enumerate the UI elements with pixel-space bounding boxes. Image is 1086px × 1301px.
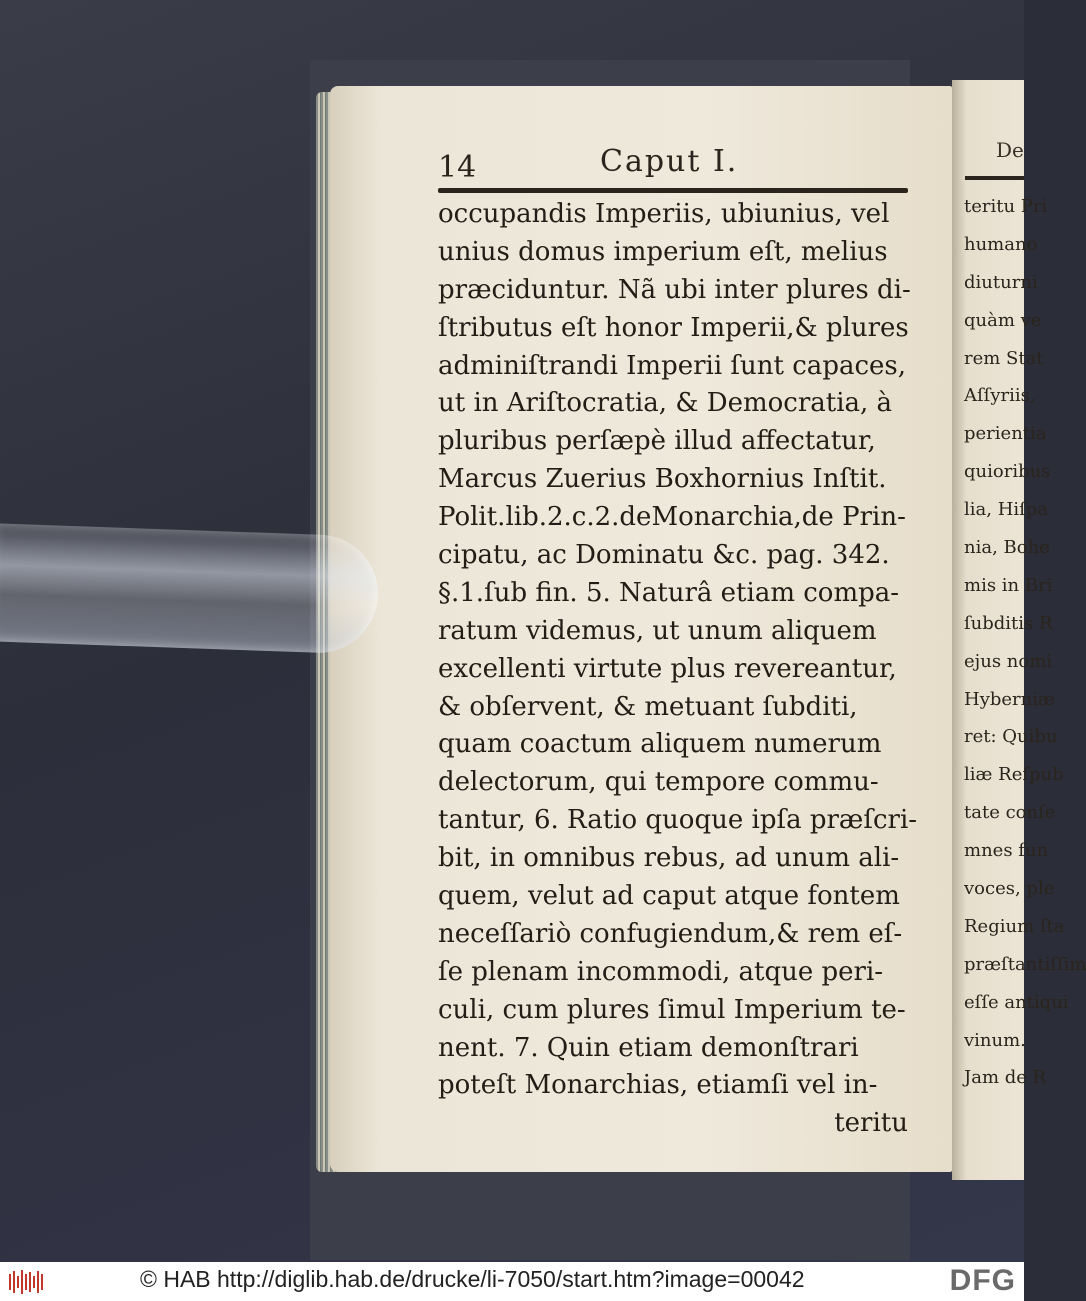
facing-text-line: quioribus bbox=[964, 461, 1051, 483]
running-head: Caput I. bbox=[600, 144, 739, 179]
text-line: pluribus perſæpè illud affectatur, bbox=[438, 426, 876, 457]
text-line: tantur, 6. Ratio quoque ipſa præſcri- bbox=[438, 805, 918, 836]
text-line: ſtributus eſt honor Imperii,& plures bbox=[438, 312, 909, 343]
facing-text-line: diuturni bbox=[964, 271, 1038, 293]
facing-text-line: vinum. bbox=[964, 1029, 1026, 1051]
head-rule bbox=[438, 188, 908, 193]
facing-text-line: mnes fun bbox=[964, 840, 1049, 862]
text-line: §.1.ſub fin. 5. Naturâ etiam compa- bbox=[438, 577, 900, 608]
facing-text-line: perientia bbox=[964, 423, 1047, 445]
facing-text-line: Regium ſta bbox=[964, 915, 1065, 937]
text-line: unius domus imperium eſt, melius bbox=[438, 236, 888, 267]
text-line: delectorum, qui tempore commu- bbox=[438, 767, 879, 798]
catchword: teritu bbox=[834, 1108, 908, 1139]
text-line: bit, in omnibus rebus, ad unum ali- bbox=[438, 843, 900, 874]
text-line: quem, velut ad caput atque fontem bbox=[438, 881, 900, 912]
text-line: excellenti virtute plus revereantur, bbox=[438, 653, 897, 684]
text-line: ſe plenam incommodi, atque peri- bbox=[438, 956, 884, 987]
facing-text-block bbox=[964, 188, 1086, 1097]
text-line: Polit.lib.2.c.2.deMonarchia,de Prin- bbox=[438, 502, 906, 533]
facing-text-line: præſtantiſſim bbox=[964, 953, 1086, 975]
footer-credit: © HAB http://diglib.hab.de/drucke/li-7050/start.htm?image=00042 bbox=[140, 1266, 805, 1292]
text-line: cipatu, ac Dominatu &c. pag. 342. bbox=[438, 540, 890, 571]
dfg-logo: DFG bbox=[949, 1264, 1016, 1297]
facing-text-line: mis in Bri bbox=[964, 574, 1053, 596]
footer-bar bbox=[0, 1262, 1024, 1301]
text-line: adminiſtrandi Imperii ſunt capaces, bbox=[438, 350, 907, 381]
text-line: ratum videmus, ut unum aliquem bbox=[438, 615, 877, 646]
facing-text-line: ret: Quibu bbox=[964, 726, 1058, 748]
facing-text-line: tate conſe bbox=[964, 802, 1056, 824]
text-line: nent. 7. Quin etiam demonſtrari bbox=[438, 1032, 859, 1063]
facing-text-line: rem Stat bbox=[964, 347, 1044, 369]
text-line: neceſſariò confugiendum,& rem eſ- bbox=[438, 918, 903, 949]
text-line: & obſervent, & metuant ſubditi, bbox=[438, 691, 858, 722]
text-line: quam coactum aliquem numerum bbox=[438, 729, 882, 760]
facing-running-head: De bbox=[996, 138, 1024, 162]
glass-page-weight bbox=[0, 523, 380, 654]
text-line: Marcus Zuerius Boxhornius Inſtit. bbox=[438, 464, 887, 495]
facing-text-line: lia, Hiſpa bbox=[964, 499, 1049, 521]
hab-logo-icon bbox=[8, 1268, 48, 1296]
facing-text-line: quàm ve bbox=[964, 309, 1042, 331]
facing-text-line: humano bbox=[964, 233, 1038, 255]
text-line: occupandis Imperiis, ubiunius, vel bbox=[438, 199, 890, 229]
text-line: præciduntur. Nã ubi inter plures di- bbox=[438, 274, 911, 305]
text-line: poteſt Monarchias, etiamſi vel in- bbox=[438, 1070, 878, 1101]
facing-text-line: eſſe antiqui bbox=[964, 991, 1069, 1013]
facing-text-line: ejus nomi bbox=[964, 650, 1053, 672]
facing-text-line: teritu Pri bbox=[964, 196, 1048, 217]
facing-text-line: liæ Reſpub bbox=[964, 764, 1064, 786]
facing-text-line: Aſſyriis, bbox=[964, 385, 1036, 407]
facing-text-line: Jam de R bbox=[964, 1067, 1047, 1089]
facing-text-line: voces, ple bbox=[964, 878, 1055, 900]
facing-head-rule bbox=[965, 176, 1024, 180]
text-line: ut in Ariſtocratia, & Democratia, à bbox=[438, 388, 893, 419]
facing-text-line: Hyberniæ bbox=[964, 688, 1055, 710]
facing-text-line: ſubditis R bbox=[964, 612, 1053, 634]
text-line: culi, cum plures ſimul Imperium te- bbox=[438, 994, 906, 1025]
page-number: 14 bbox=[438, 150, 477, 185]
text-block bbox=[438, 196, 918, 1143]
facing-text-line: nia, Bohe bbox=[964, 537, 1050, 559]
